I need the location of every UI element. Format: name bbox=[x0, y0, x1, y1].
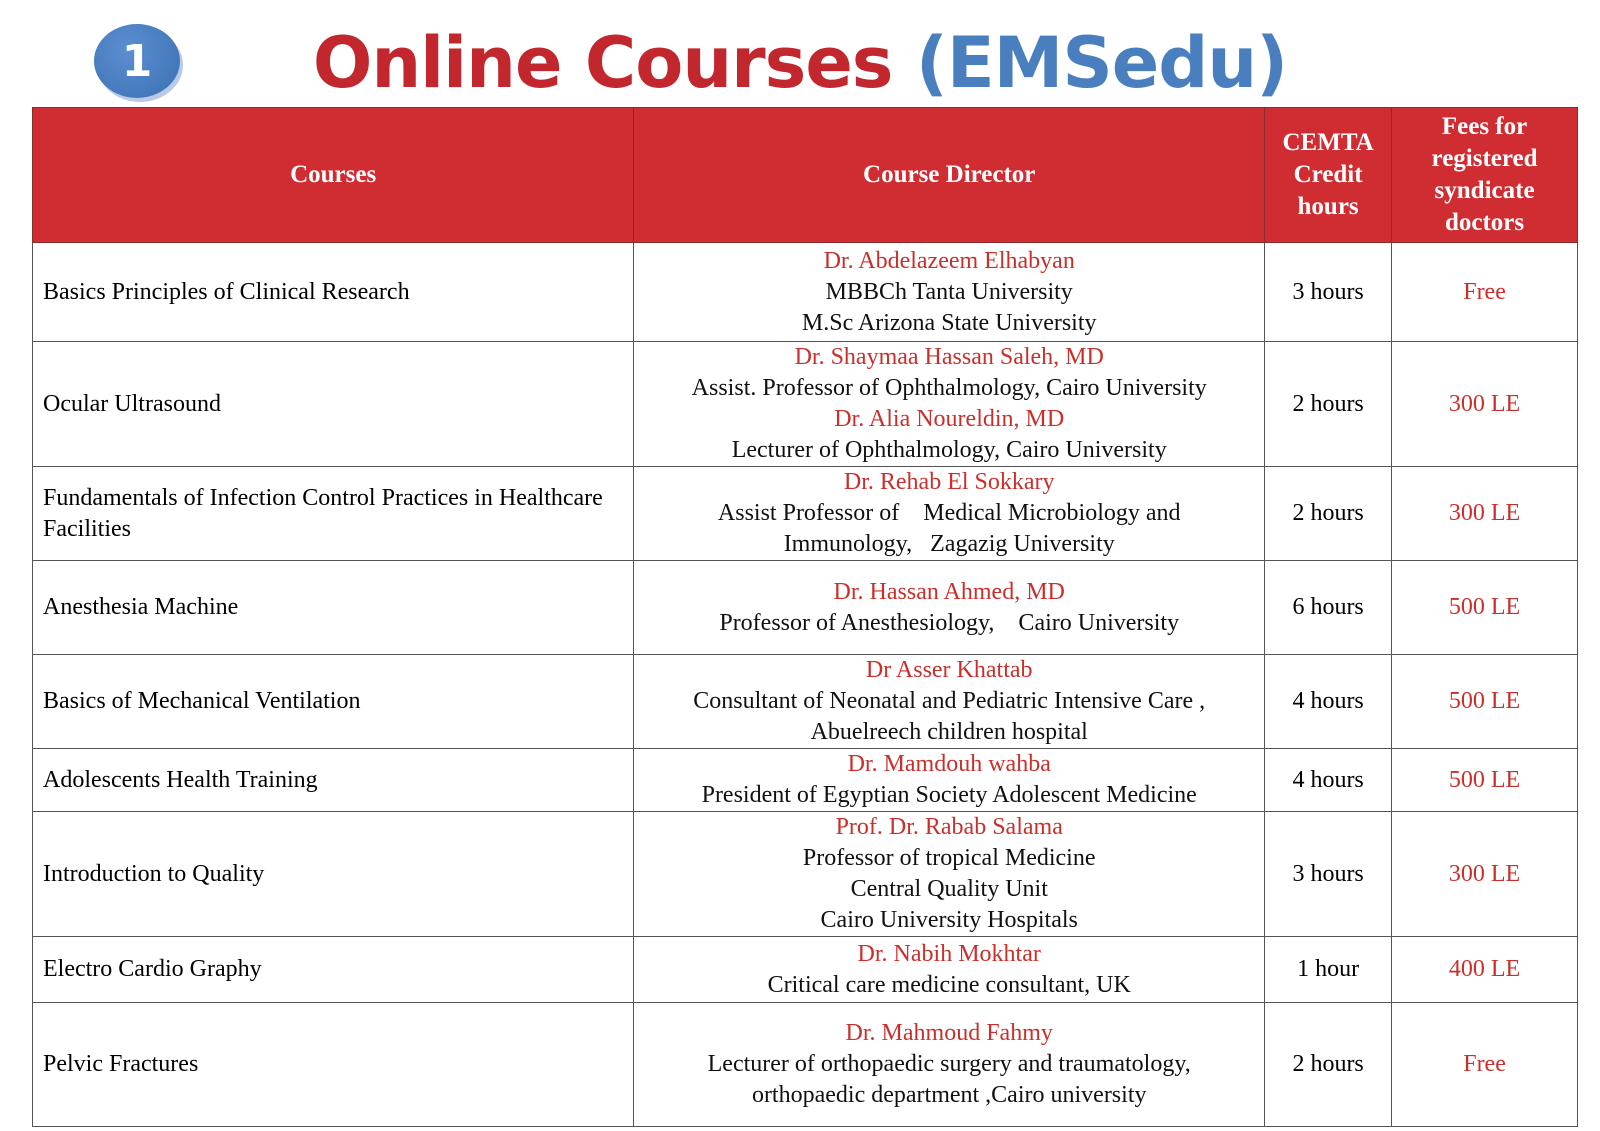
director-name: Dr. Rehab El Sokkary bbox=[843, 469, 1055, 495]
title-main: Online Courses bbox=[312, 22, 893, 104]
table-row bbox=[33, 937, 1578, 1003]
director-title: Lecturer of Ophthalmology, Cairo University bbox=[731, 437, 1167, 463]
table-row bbox=[33, 467, 1578, 561]
director-title: Professor of Anesthesiology, Cairo University bbox=[719, 609, 1180, 636]
course-name: Electro Cardio Graphy bbox=[33, 937, 634, 1003]
fee: 300 LE bbox=[1392, 342, 1578, 467]
director-title: Consultant of Neonatal and Pediatric Intensive Care , bbox=[693, 688, 1206, 714]
number-badge: 1 bbox=[94, 24, 180, 98]
credit-hours: 3 hours bbox=[1265, 243, 1392, 342]
table-row bbox=[33, 561, 1578, 655]
director-name: Dr. Nabih Mokhtar bbox=[857, 940, 1041, 967]
credit-hours: 6 hours bbox=[1265, 561, 1392, 655]
course-director bbox=[634, 812, 1265, 937]
fee: 500 LE bbox=[1392, 655, 1578, 749]
director-title: Professor of tropical Medicine bbox=[802, 845, 1096, 871]
director-title: Central Quality Unit bbox=[850, 876, 1048, 902]
credit-hours: 2 hours bbox=[1265, 467, 1392, 561]
director-title: Assist Professor of Medical Microbiology and bbox=[717, 500, 1181, 526]
director-title: orthopaedic department ,Cairo university bbox=[751, 1082, 1147, 1108]
fee: 500 LE bbox=[1392, 749, 1578, 812]
credit-hours: 2 hours bbox=[1265, 342, 1392, 467]
director-name: Dr. Abdelazeem Elhabyan bbox=[823, 247, 1075, 274]
director-title: M.Sc Arizona State University bbox=[801, 309, 1097, 336]
course-director bbox=[634, 561, 1265, 655]
course-name: Fundamentals of Infection Control Practices in Healthcare Facilities bbox=[33, 467, 634, 561]
credit-hours: 4 hours bbox=[1265, 655, 1392, 749]
director-name: Dr. Mahmoud Fahmy bbox=[845, 1020, 1053, 1046]
course-name: Basics Principles of Clinical Research bbox=[33, 243, 634, 342]
table-row bbox=[33, 1003, 1578, 1127]
course-director bbox=[634, 937, 1265, 1003]
course-name: Adolescents Health Training bbox=[33, 749, 634, 812]
course-director bbox=[634, 655, 1265, 749]
credit-hours: 3 hours bbox=[1265, 812, 1392, 937]
page-title bbox=[0, 22, 1600, 104]
director-title: President of Egyptian Society Adolescent Medicine bbox=[701, 782, 1197, 808]
course-name: Ocular Ultrasound bbox=[33, 342, 634, 467]
course-name: Basics of Mechanical Ventilation bbox=[33, 655, 634, 749]
table-row bbox=[33, 812, 1578, 937]
director-name: Dr. Alia Noureldin, MD bbox=[834, 406, 1065, 432]
fee: 300 LE bbox=[1392, 467, 1578, 561]
course-name: Anesthesia Machine bbox=[33, 561, 634, 655]
course-director bbox=[634, 749, 1265, 812]
header-director: Course Director bbox=[634, 108, 1265, 243]
director-name: Prof. Dr. Rabab Salama bbox=[835, 814, 1063, 840]
fee: Free bbox=[1392, 1003, 1578, 1127]
director-title: Cairo University Hospitals bbox=[820, 907, 1078, 933]
credit-hours: 2 hours bbox=[1265, 1003, 1392, 1127]
credit-hours: 4 hours bbox=[1265, 749, 1392, 812]
director-name: Dr. Mamdouh wahba bbox=[847, 751, 1051, 777]
course-name: Pelvic Fractures bbox=[33, 1003, 634, 1127]
director-title: Assist. Professor of Ophthalmology, Cairo University bbox=[691, 375, 1207, 401]
director-name: Dr. Hassan Ahmed, MD bbox=[833, 578, 1065, 605]
course-name: Introduction to Quality bbox=[33, 812, 634, 937]
director-title: Lecturer of orthopaedic surgery and traumatology, bbox=[707, 1051, 1191, 1077]
director-title: Abuelreech children hospital bbox=[810, 719, 1088, 745]
director-name: Dr. Shaymaa Hassan Saleh, MD bbox=[794, 344, 1104, 370]
course-director bbox=[634, 467, 1265, 561]
director-title: Immunology, Zagazig University bbox=[783, 531, 1115, 557]
table-row bbox=[33, 243, 1578, 342]
table-row bbox=[33, 749, 1578, 812]
credit-hours: 1 hour bbox=[1265, 937, 1392, 1003]
director-title: MBBCh Tanta University bbox=[825, 278, 1073, 305]
header-fees: Fees for registered syndicate doctors bbox=[1392, 108, 1578, 243]
director-name: Dr Asser Khattab bbox=[865, 657, 1033, 683]
header-credit-hours: CEMTA Credit hours bbox=[1265, 108, 1392, 243]
course-director bbox=[634, 342, 1265, 467]
course-director bbox=[634, 243, 1265, 342]
fee: 400 LE bbox=[1392, 937, 1578, 1003]
fee: 500 LE bbox=[1392, 561, 1578, 655]
title-brand: (EMSedu) bbox=[915, 22, 1288, 104]
fee: Free bbox=[1392, 243, 1578, 342]
table-row bbox=[33, 655, 1578, 749]
courses-table bbox=[32, 107, 1578, 1127]
fee: 300 LE bbox=[1392, 812, 1578, 937]
header-courses: Courses bbox=[33, 108, 634, 243]
table-row bbox=[33, 342, 1578, 467]
course-director bbox=[634, 1003, 1265, 1127]
director-title: Critical care medicine consultant, UK bbox=[767, 971, 1131, 998]
